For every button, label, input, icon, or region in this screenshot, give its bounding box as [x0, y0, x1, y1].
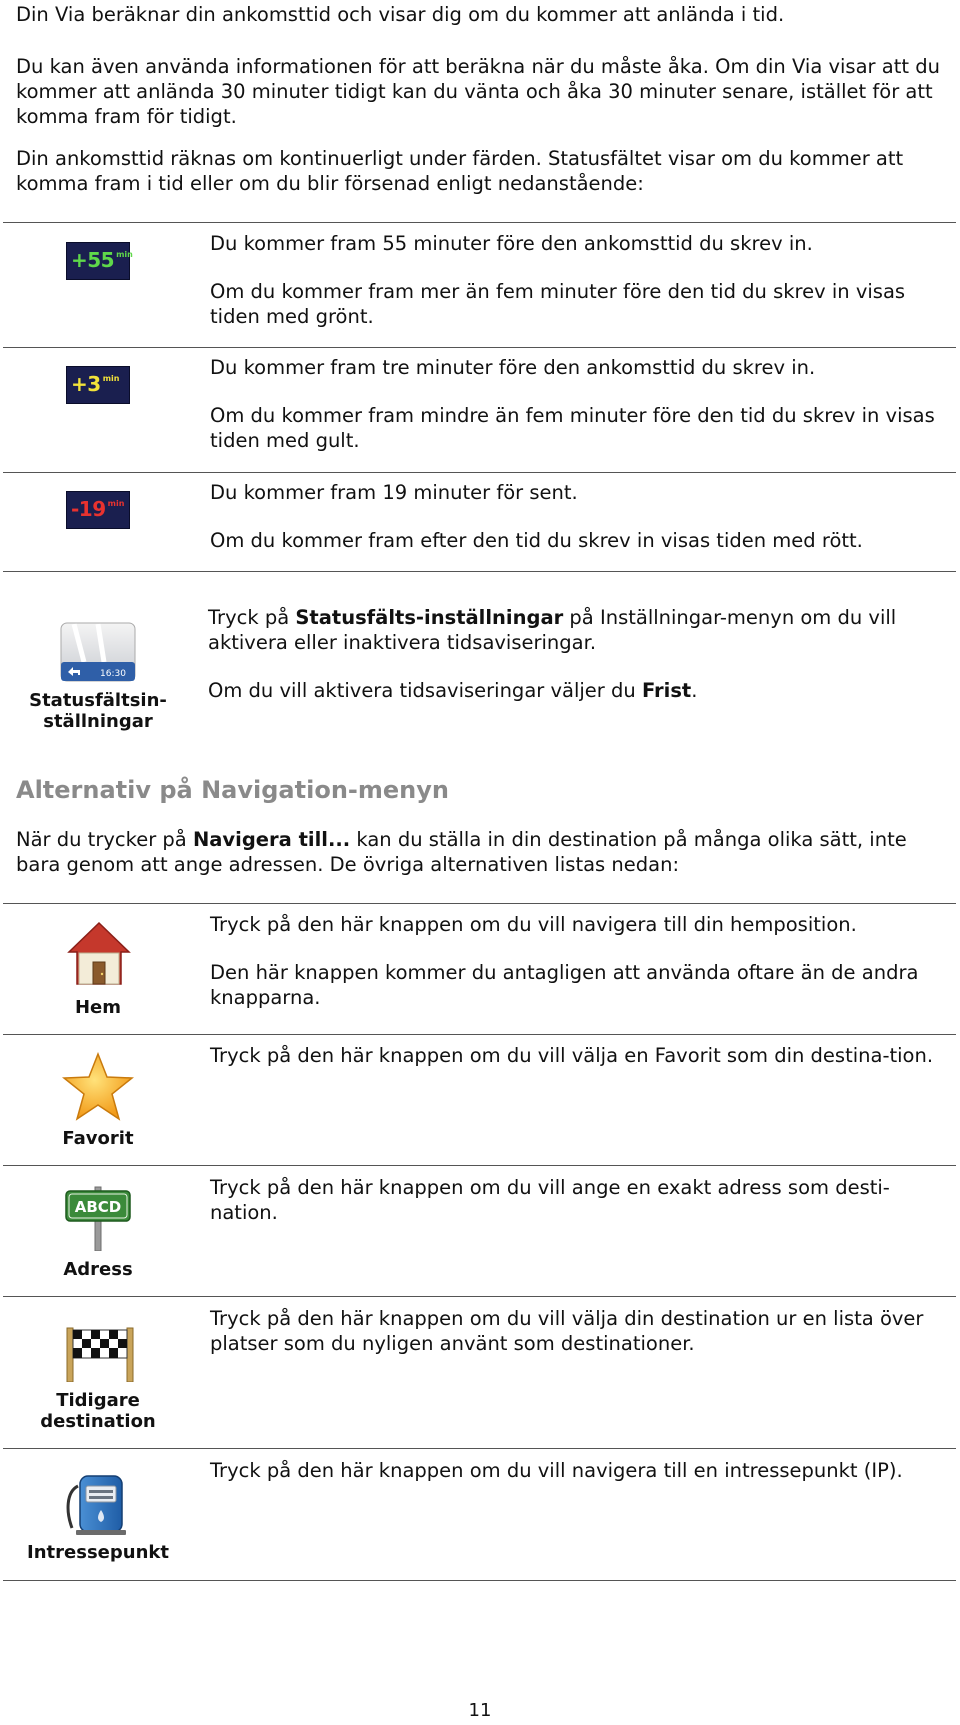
table-rule [3, 1296, 956, 1297]
address-sign-text: ABCD [74, 1198, 122, 1216]
badge-value: +3 [71, 372, 101, 396]
address-row-text [210, 1175, 950, 1248]
star-icon [62, 1052, 134, 1122]
badge-value: +55 [71, 248, 115, 272]
previous-destination-row-line1: Tryck på den här knappen om du vill välja din destination ur en lista över platser som du nyligen använt som destinationer. [210, 1307, 924, 1355]
badge-value: -19 [71, 497, 106, 521]
caption-line: destination [40, 1411, 156, 1432]
caption-line: Tidigare [56, 1390, 140, 1411]
text-span: Om du vill aktivera tidsaviseringar väljer du [208, 679, 642, 702]
address-sign-icon [64, 1185, 132, 1251]
address-caption: Adress [63, 1259, 133, 1280]
status-row-1-line2: Om du kommer fram mer än fem minuter före den tid du skrev in visas tiden med grönt. [210, 280, 906, 328]
text-span: på Inställningar-menyn om du vill aktivera eller inaktivera tidsaviseringar. [208, 606, 897, 654]
frist-option-name: Frist [641, 679, 692, 702]
table-rule [3, 472, 956, 473]
table-rule [3, 903, 956, 904]
address-row-line1: Tryck på den här knappen om du vill ange en exakt adress som desti-nation. [210, 1176, 890, 1224]
checkered-flag-icon [64, 1326, 136, 1382]
favorite-caption: Favorit [62, 1128, 134, 1149]
poi-caption: Intressepunkt [27, 1542, 169, 1563]
poi-row-line1: Tryck på den här knappen om du vill navigera till en intressepunkt (IP). [210, 1459, 903, 1482]
nav-intro-paragraph [16, 827, 951, 877]
table-rule [3, 1448, 956, 1449]
intro-paragraph-2: Du kan även använda informationen för att beräkna när du måste åka. Om din Via visar att du kommer att anlända 30 minuter tidigt kan du vänta och åka 30 minuter senare, istället för att komma fram för tidigt. [16, 55, 940, 128]
status-row-1-text [210, 231, 950, 352]
badge-unit: min [116, 250, 133, 259]
text-span: Tryck på [208, 606, 296, 629]
status-row-2-line1: Du kommer fram tre minuter före den ankomsttid du skrev in. [210, 356, 816, 379]
home-row-line2: Den här knappen kommer du antagligen att använda oftare än de andra knapparna. [210, 961, 919, 1009]
statusbar-icon-time: 16:30 [100, 669, 126, 679]
table-rule [3, 347, 956, 348]
table-rule [3, 1165, 956, 1166]
status-row-2-text [210, 355, 950, 476]
status-row-3-line2: Om du kommer fram efter den tid du skrev in visas tiden med rött. [210, 529, 863, 552]
text-span: kan du ställa in din destination på många olika sätt, inte bara genom att ange adressen. De övriga alternativen listas nedan: [16, 828, 907, 876]
statusbar-settings-text [208, 605, 948, 726]
page-number: 11 [468, 1700, 492, 1721]
text-span: När du trycker på [16, 828, 193, 851]
badge-unit: min [102, 374, 120, 383]
home-row-line1: Tryck på den här knappen om du vill navigera till din hemposition. [210, 913, 857, 936]
caption-line: Statusfältsin- [29, 690, 167, 711]
statusbar-settings-icon [60, 622, 136, 682]
caption-line: ställningar [43, 711, 153, 732]
status-row-2-line2: Om du kommer fram mindre än fem minuter före den tid du skrev in visas tiden med gult. [210, 404, 935, 452]
previous-destination-caption [0, 1390, 196, 1432]
status-badge-slightly-early [66, 366, 130, 404]
status-row-3-line1: Du kommer fram 19 minuter för sent. [210, 481, 578, 504]
navigate-to-label: Navigera till... [192, 828, 351, 851]
fuel-pump-icon [64, 1472, 134, 1536]
statusbar-settings-menu-name: Statusfälts-inställningar [295, 606, 564, 629]
table-rule [3, 571, 956, 572]
statusbar-settings-line1 [208, 605, 948, 655]
home-icon [66, 920, 132, 988]
status-badge-late [66, 491, 130, 529]
status-badge-early [66, 242, 133, 280]
statusbar-settings-caption [0, 690, 196, 732]
table-rule [3, 1580, 956, 1581]
table-rule [3, 222, 956, 223]
status-row-3-text [210, 480, 950, 576]
table-rule [3, 1034, 956, 1035]
text-span: . [691, 679, 698, 702]
statusbar-settings-line2 [208, 678, 948, 703]
home-caption: Hem [74, 997, 122, 1018]
previous-destination-row-text [210, 1306, 950, 1379]
intro-paragraph-3: Din ankomsttid räknas om kontinuerligt under färden. Statusfältet visar om du kommer att komma fram i tid eller om du blir försenad enligt nedanstående: [16, 147, 904, 195]
section-heading: Alternativ på Navigation-menyn [16, 776, 449, 804]
badge-unit: min [107, 499, 125, 508]
intro-paragraph-1: Din Via beräknar din ankomsttid och visar dig om du kommer att anlända i tid. [16, 3, 785, 26]
poi-row-text [210, 1458, 950, 1506]
status-row-1-line1: Du kommer fram 55 minuter före den ankomsttid du skrev in. [210, 232, 813, 255]
favorite-row-text [210, 1043, 950, 1091]
favorite-row-line1: Tryck på den här knappen om du vill välja en Favorit som din destina-tion. [210, 1044, 934, 1067]
home-row-text [210, 912, 950, 1033]
